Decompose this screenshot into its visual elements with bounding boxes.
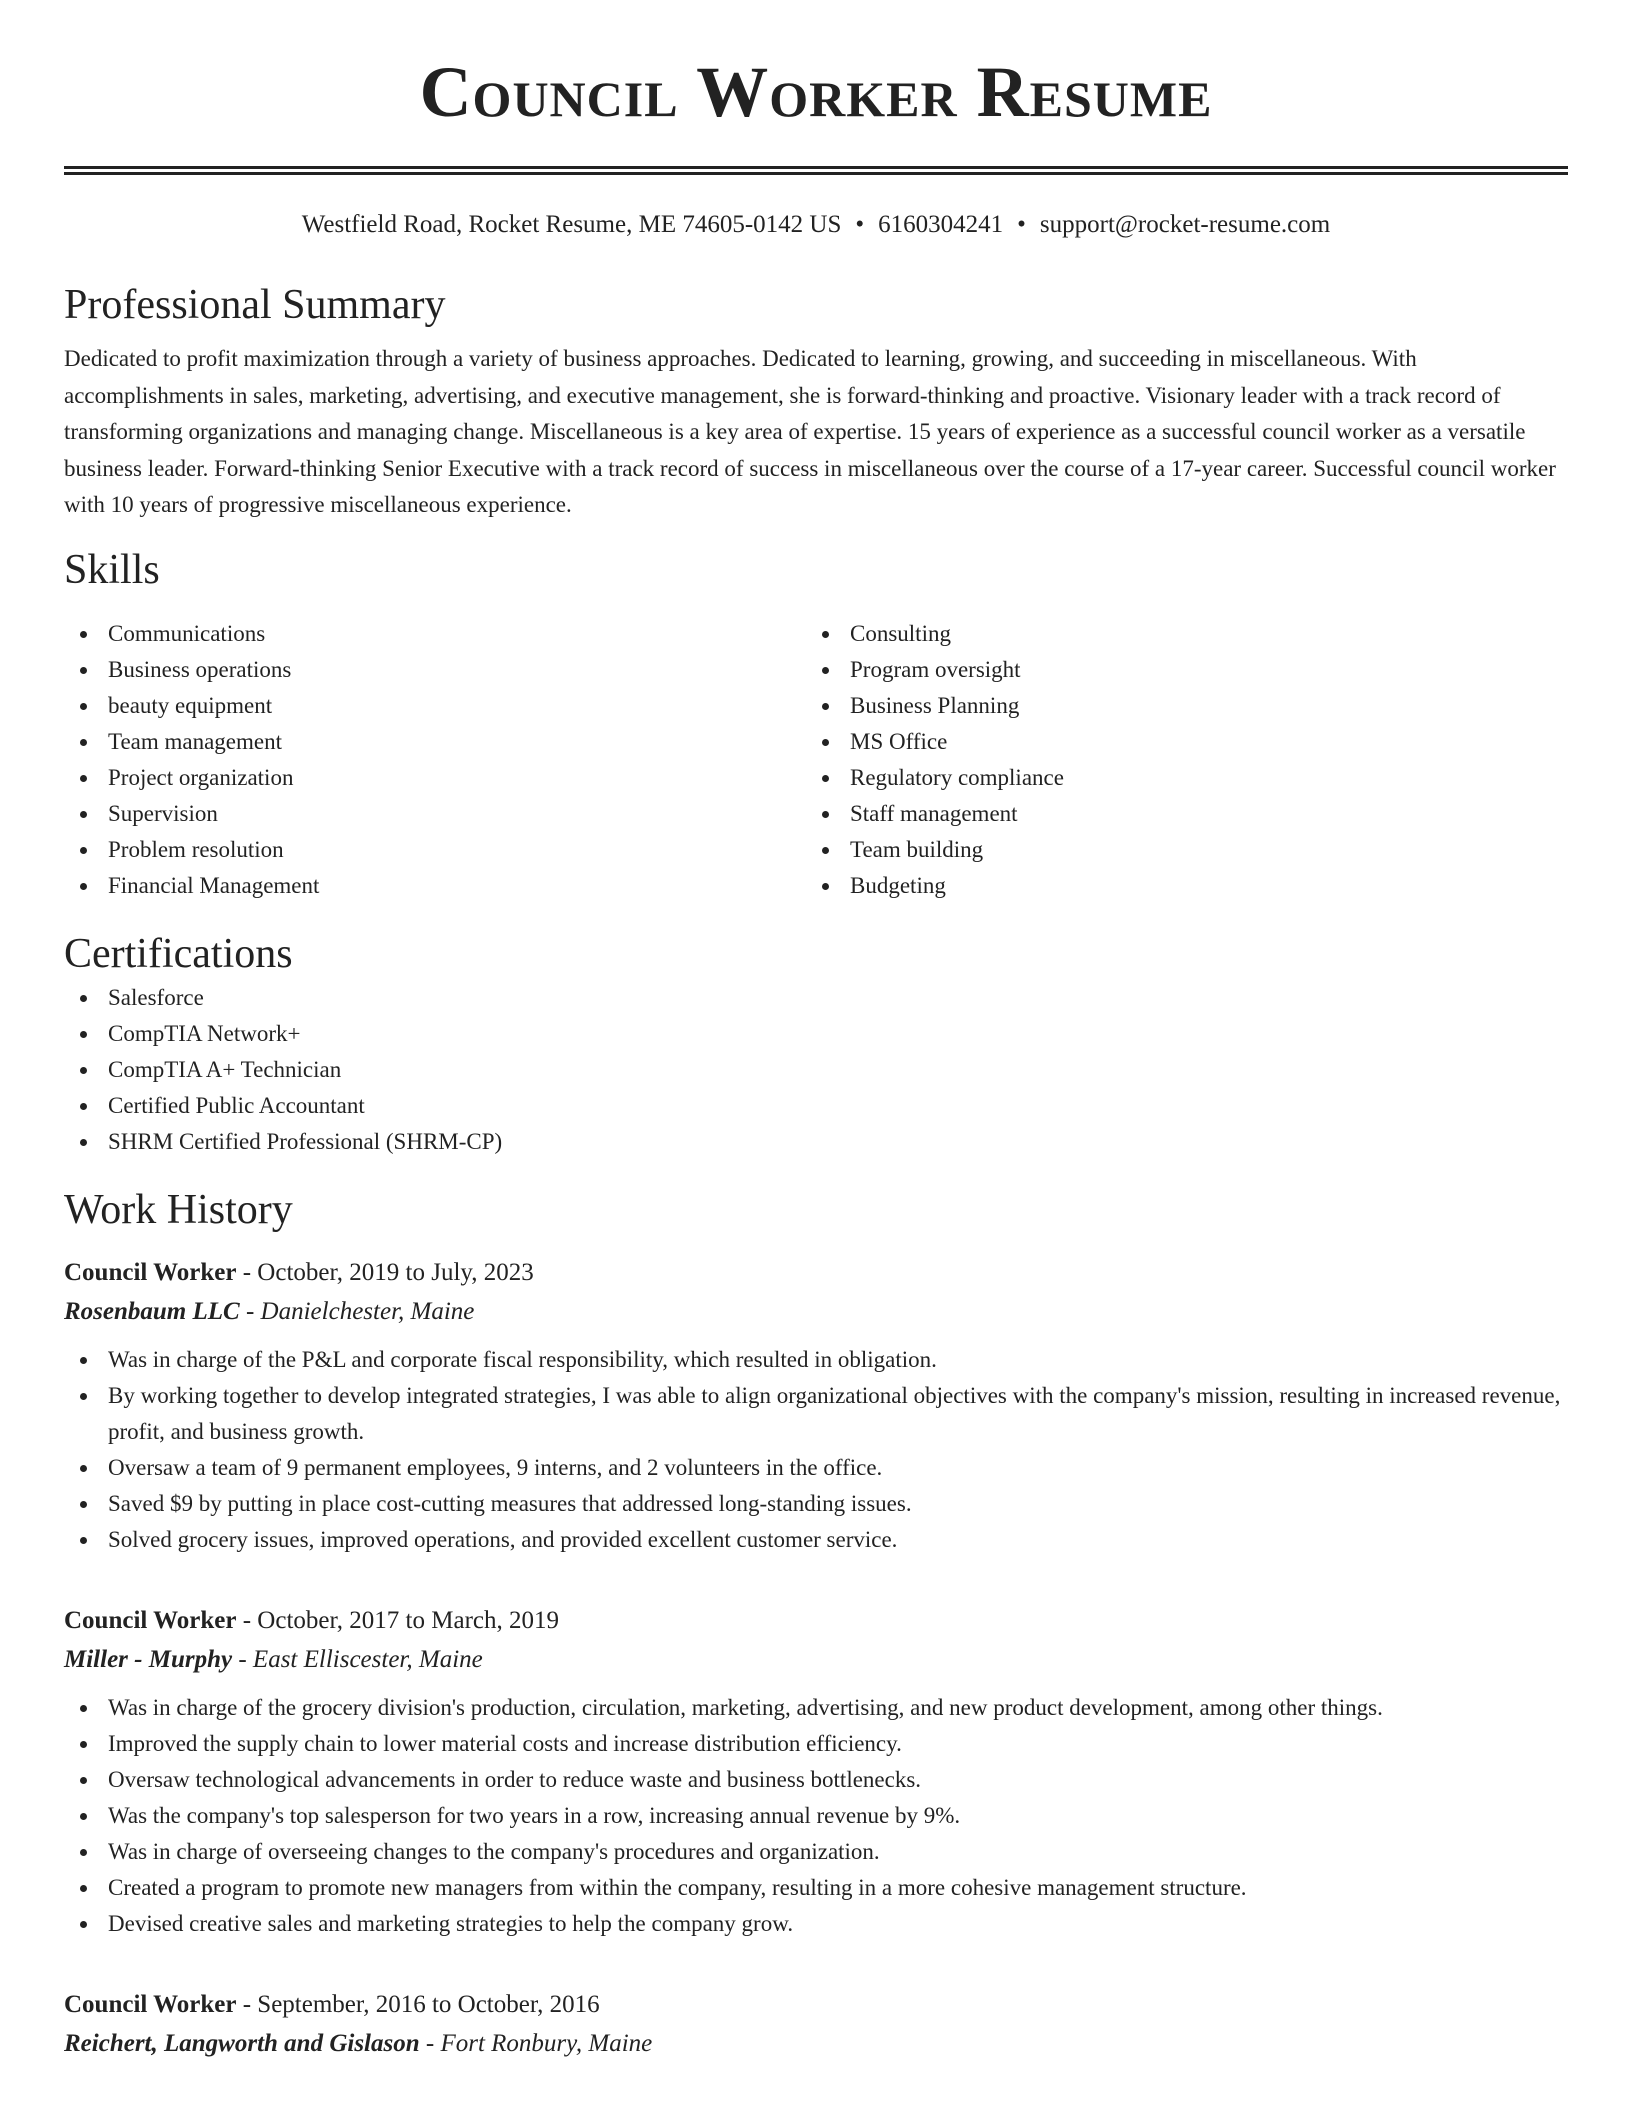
contact-phone: 6160304241 — [878, 211, 1004, 238]
job-entry — [64, 1602, 1568, 1942]
contact-line — [64, 209, 1568, 241]
certification-item: CompTIA Network+ — [64, 1016, 1568, 1052]
contact-email: support@rocket-resume.com — [1039, 211, 1331, 238]
job-role: Council Worker — [64, 1606, 237, 1634]
job-company: Miller - Murphy — [64, 1645, 233, 1673]
job-duties-list — [64, 1690, 1568, 1942]
skills-list-left — [64, 616, 806, 904]
job-entry — [64, 1986, 1568, 2064]
resume-title: Council Worker Resume — [419, 52, 1213, 132]
job-duty-item: Devised creative sales and marketing strategies to help the company grow. — [64, 1906, 1568, 1942]
skill-item: Regulatory compliance — [806, 760, 1548, 796]
skill-item: Budgeting — [806, 868, 1548, 904]
job-duty-item: Oversaw technological advancements in order to reduce waste and business bottlenecks. — [64, 1762, 1568, 1798]
job-role: Council Worker — [64, 1990, 237, 2018]
job-location: - East Elliscester, Maine — [232, 1645, 483, 1673]
skill-item: Supervision — [64, 796, 806, 832]
certification-item: CompTIA A+ Technician — [64, 1052, 1568, 1088]
job-duty-item: Was in charge of the P&L and corporate fiscal responsibility, which resulted in obligation. — [64, 1342, 1568, 1378]
certifications-heading: Certifications — [64, 930, 293, 977]
job-entry — [64, 1254, 1568, 1558]
job-header — [64, 1602, 1568, 1640]
resume-page — [64, 0, 1568, 2064]
skill-item: Communications — [64, 616, 806, 652]
job-duty-item: Created a program to promote new managers from within the company, resulting in a more cohesive management structure. — [64, 1870, 1568, 1906]
job-duty-item: Was in charge of the grocery division's production, circulation, marketing, advertising, and new product development, among other things. — [64, 1690, 1568, 1726]
summary-text: Dedicated to profit maximization through a variety of business approaches. Dedicated to learning, growing, and succeeding in miscellaneous. With accomplishments in sales, marketing, advertising, and executive management, she is forward-thinking and proactive. Visionary leader with a track record of transforming organizations and managing change. Miscellaneous is a key area of expertise. 15 years of experience as a successful council worker as a versatile business leader. Forward-thinking Senior Executive with a track record of success in miscellaneous over the course of a 17-year career. Successful council worker with 10 years of progressive miscellaneous experience. — [64, 346, 1556, 517]
job-company-line — [64, 1640, 1568, 1680]
title-double-rule — [64, 166, 1568, 175]
job-company-line — [64, 1292, 1568, 1332]
skill-item: Business operations — [64, 652, 806, 688]
job-role: Council Worker — [64, 1258, 237, 1286]
skills-list-right — [806, 616, 1548, 904]
job-location: - Fort Ronbury, Maine — [419, 2029, 653, 2057]
job-company-line — [64, 2024, 1568, 2064]
certifications-list — [64, 980, 1568, 1160]
skill-item: Team management — [64, 724, 806, 760]
job-duty-item: Improved the supply chain to lower material costs and increase distribution efficiency. — [64, 1726, 1568, 1762]
job-duty-item: Solved grocery issues, improved operations, and provided excellent customer service. — [64, 1522, 1568, 1558]
skills-columns — [64, 616, 1568, 904]
job-duty-item: By working together to develop integrated strategies, I was able to align organizational objectives with the company's mission, resulting in increased revenue, profit, and business growth. — [64, 1378, 1568, 1450]
summary-heading: Professional Summary — [64, 282, 446, 328]
job-duty-item: Was in charge of overseeing changes to the company's procedures and organization. — [64, 1834, 1568, 1870]
job-duties-list — [64, 1342, 1568, 1558]
skill-item: Staff management — [806, 796, 1548, 832]
job-location: - Danielchester, Maine — [239, 1297, 475, 1325]
certification-item: SHRM Certified Professional (SHRM-CP) — [64, 1124, 1568, 1160]
job-header — [64, 1254, 1568, 1292]
job-dates: - October, 2017 to March, 2019 — [236, 1606, 560, 1634]
skill-item: Consulting — [806, 616, 1548, 652]
contact-address: Westfield Road, Rocket Resume, ME 74605-0142 US — [301, 211, 842, 238]
skill-item: beauty equipment — [64, 688, 806, 724]
certification-item: Certified Public Accountant — [64, 1088, 1568, 1124]
skill-item: Project organization — [64, 760, 806, 796]
skill-item: Program oversight — [806, 652, 1548, 688]
work-history-heading: Work History — [64, 1186, 293, 1233]
skill-item: Problem resolution — [64, 832, 806, 868]
skill-item: MS Office — [806, 724, 1548, 760]
job-company: Rosenbaum LLC — [64, 1297, 240, 1325]
skill-item: Business Planning — [806, 688, 1548, 724]
contact-separator: • — [855, 211, 865, 238]
job-duty-item: Oversaw a team of 9 permanent employees, 9 interns, and 2 volunteers in the office. — [64, 1450, 1568, 1486]
job-header — [64, 1986, 1568, 2024]
job-company: Reichert, Langworth and Gislason — [64, 2029, 420, 2057]
skill-item: Financial Management — [64, 868, 806, 904]
skills-heading: Skills — [64, 546, 160, 593]
job-duty-item: Was the company's top salesperson for two years in a row, increasing annual revenue by 9%. — [64, 1798, 1568, 1834]
skill-item: Team building — [806, 832, 1548, 868]
job-dates: - September, 2016 to October, 2016 — [236, 1990, 600, 2018]
contact-separator: • — [1017, 211, 1026, 238]
certification-item: Salesforce — [64, 980, 1568, 1016]
job-dates: - October, 2019 to July, 2023 — [236, 1258, 534, 1286]
job-duty-item: Saved $9 by putting in place cost-cutting measures that addressed long-standing issues. — [64, 1486, 1568, 1522]
